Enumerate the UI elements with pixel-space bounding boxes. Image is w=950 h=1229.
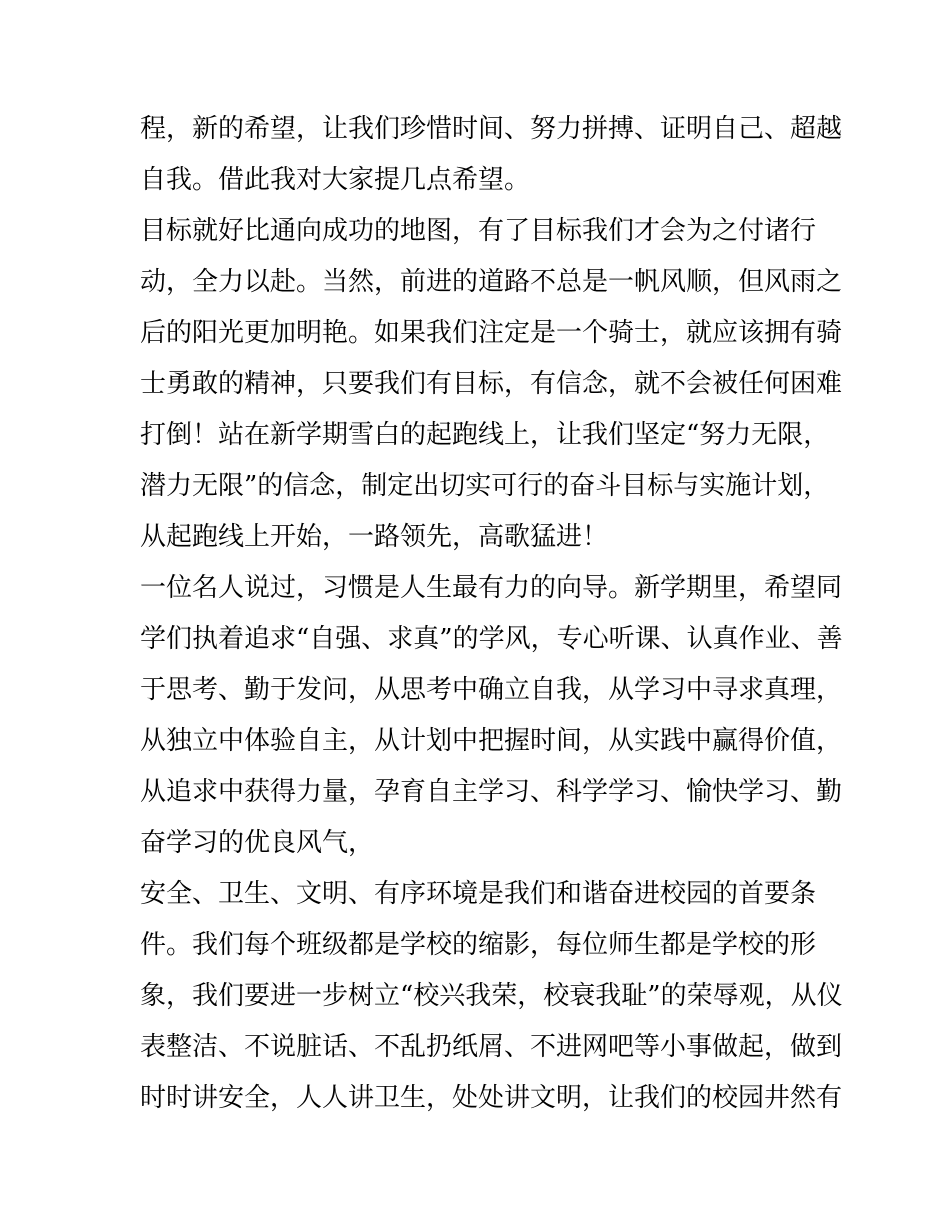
text-line-8: 潜力无限”的信念，制定出切实可行的奋斗目标与实施计划， [140,471,830,501]
text-line-1: 程，新的希望，让我们珍惜时间、努力拼搏、证明自己、超越 [140,114,843,144]
text-line-14: 从追求中获得力量，孕育自主学习、科学学习、愉快学习、勤 [140,777,843,807]
text-line-5: 后的阳光更加明艳。如果我们注定是一个骑士，就应该拥有骑 [140,318,843,348]
text-line-4: 动，全力以赴。当然，前进的道路不总是一帆风顺，但风雨之 [140,267,843,297]
text-line-2: 自我。借此我对大家提几点希望。 [140,165,531,195]
text-line-6: 士勇敢的精神，只要我们有目标，有信念，就不会被任何困难 [140,369,843,399]
text-line-19: 表整洁、不说脏话、不乱扔纸屑、不进网吧等小事做起，做到 [140,1032,843,1062]
text-line-11: 学们执着追求“自强、求真”的学风，专心听课、认真作业、善 [140,624,843,654]
text-line-13: 从独立中体验自主，从计划中把握时间，从实践中赢得价值， [140,726,843,756]
text-line-16: 安全、卫生、文明、有序环境是我们和谐奋进校园的首要条 [140,879,817,909]
text-line-15: 奋学习的优良风气， [140,828,375,858]
text-line-17: 件。我们每个班级都是学校的缩影，每位师生都是学校的形 [140,930,817,960]
body-text [140,104,843,1124]
text-line-12: 于思考、勤于发问，从思考中确立自我，从学习中寻求真理， [140,675,843,705]
text-line-9: 从起跑线上开始，一路领先，高歌猛进！ [140,522,609,552]
text-line-10: 一位名人说过，习惯是人生最有力的向导。新学期里，希望同 [140,573,843,603]
text-line-20: 时时讲安全，人人讲卫生，处处讲文明，让我们的校园井然有 [140,1083,843,1113]
text-line-3: 目标就好比通向成功的地图，有了目标我们才会为之付诸行 [140,216,817,246]
text-line-18: 象，我们要进一步树立“校兴我荣，校衰我耻”的荣辱观，从仪 [140,981,843,1011]
text-line-7: 打倒！站在新学期雪白的起跑线上，让我们坚定“努力无限， [140,420,830,450]
